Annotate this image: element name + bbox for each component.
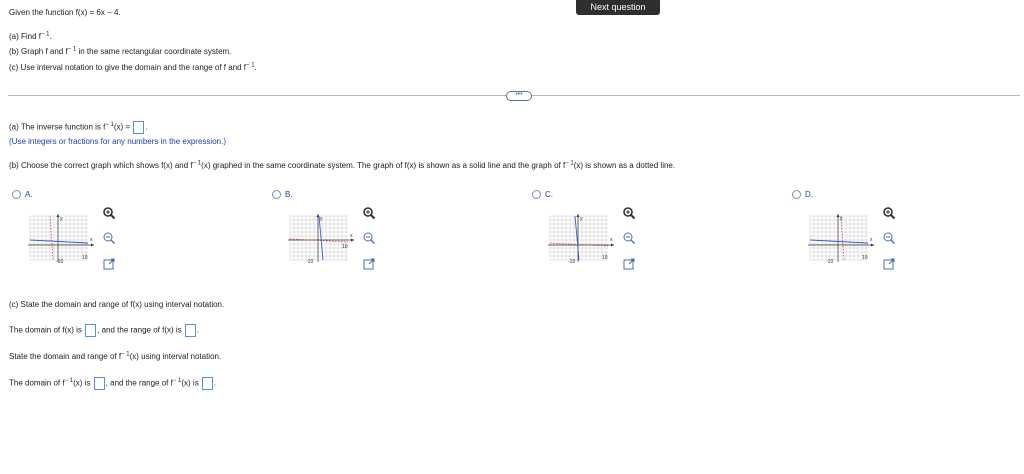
popout-icon[interactable] xyxy=(622,257,636,271)
expand-button[interactable]: ••• xyxy=(506,91,532,101)
graph-b-y-label: y xyxy=(320,216,323,222)
graph-b-y-min: -10 xyxy=(306,259,314,264)
part-c-question: (c) State the domain and range of f(x) using interval notation. xyxy=(9,300,225,309)
graph-d-x-max: 10 xyxy=(862,255,868,261)
graph-c-y-label: y xyxy=(580,216,583,222)
graph-a-y-min: -10 xyxy=(56,259,64,264)
zoom-out-icon[interactable] xyxy=(622,231,636,245)
f-domain-input[interactable] xyxy=(85,324,96,337)
graph-c-x-label: x xyxy=(610,237,613,243)
option-d[interactable]: D. xyxy=(792,190,813,199)
zoom-in-icon[interactable] xyxy=(882,206,896,220)
option-c-radio[interactable] xyxy=(532,190,541,199)
inverse-range-input[interactable] xyxy=(202,377,213,390)
inverse-question: State the domain and range of $f^{- 1}(x)$ using interval notation. xyxy=(9,351,222,361)
graph-b xyxy=(286,212,358,264)
part-a-note: (Use integers or fractions for any numbers in the expression.) xyxy=(9,137,226,146)
zoom-in-icon[interactable] xyxy=(622,206,636,220)
part-a-question: (a) The inverse function is $f^{- 1}(x)$ = . xyxy=(9,121,148,134)
graph-a-x-label: x xyxy=(90,237,93,243)
graph-a-x-max: 10 xyxy=(82,255,88,261)
f-range-input[interactable] xyxy=(185,324,196,337)
popout-icon[interactable] xyxy=(882,257,896,271)
prompt-part-a: (a) Find $f^{- 1}$. xyxy=(9,31,52,41)
option-b-radio[interactable] xyxy=(272,190,281,199)
option-a[interactable]: A. xyxy=(12,190,33,199)
graph-b-x-max: 10 xyxy=(342,244,348,250)
option-d-radio[interactable] xyxy=(792,190,801,199)
graph-d-y-min: -10 xyxy=(826,259,834,264)
zoom-out-icon[interactable] xyxy=(882,231,896,245)
option-b[interactable]: B. xyxy=(272,190,293,199)
option-a-radio[interactable] xyxy=(12,190,21,199)
graph-c-y-min: -10 xyxy=(568,259,576,264)
zoom-out-icon[interactable] xyxy=(102,231,116,245)
inverse-domain-input[interactable] xyxy=(94,377,105,390)
inverse-function-input[interactable] xyxy=(133,121,144,134)
graph-d-x-label: x xyxy=(870,237,873,243)
graph-c xyxy=(546,212,618,264)
zoom-out-icon[interactable] xyxy=(362,231,376,245)
inverse-domain-range-line: The domain of $f^{- 1}(x)$ is , and the range of $f^{- 1}(x)$ is . xyxy=(9,377,216,390)
problem-statement: Given the function f(x) = 6x − 4. xyxy=(9,8,121,17)
graph-c-x-max: 10 xyxy=(602,255,608,261)
popout-icon[interactable] xyxy=(362,257,376,271)
graph-b-x-label: x xyxy=(350,233,353,239)
graph-d-y-label: y xyxy=(840,216,843,222)
popout-icon[interactable] xyxy=(102,257,116,271)
prompt-part-b: (b) Graph f and $f^{- 1}$ in the same rectangular coordinate system. xyxy=(9,46,232,56)
graph-d xyxy=(806,212,878,264)
f-domain-range-line: The domain of f(x) is , and the range of f(x) is . xyxy=(9,324,199,337)
prompt-part-c: (c) Use interval notation to give the domain and the range of f and $f^{- 1}$. xyxy=(9,62,257,72)
graph-a xyxy=(26,212,98,264)
option-c[interactable]: C. xyxy=(532,190,553,199)
part-b-question: (b) Choose the correct graph which shows f(x) and $f^{- 1}(x)$ graphed in the same coordinate system. The graph of f(x) is shown as a solid line and the graph of $f^{- 1}(x)$ is shown as a dotted line. xyxy=(9,160,676,170)
graph-a-y-label: y xyxy=(60,216,63,222)
zoom-in-icon[interactable] xyxy=(362,206,376,220)
zoom-in-icon[interactable] xyxy=(102,206,116,220)
next-question-button[interactable]: Next question xyxy=(576,0,660,15)
